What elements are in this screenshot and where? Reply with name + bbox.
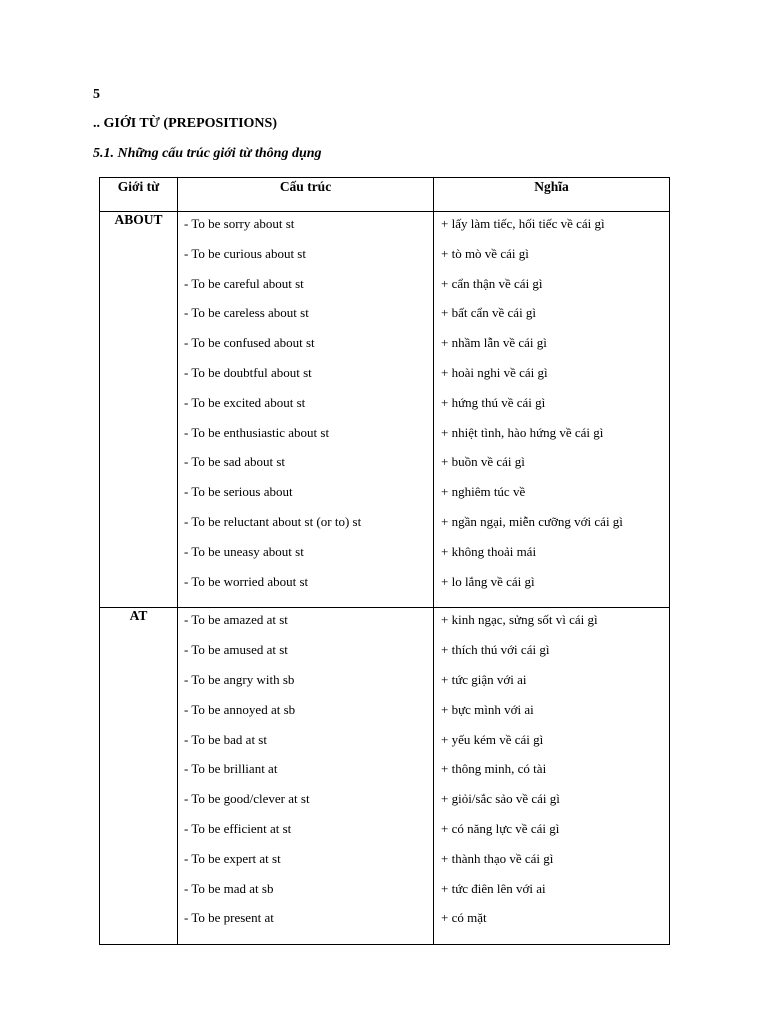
structure-entry: - To be brilliant at <box>184 761 278 777</box>
structure-entry: - To be curious about st <box>184 245 306 261</box>
meaning-entry: + nhiệt tình, hào hứng về cái gì <box>441 424 604 440</box>
meaning-cell <box>434 212 670 608</box>
structure-entry: - To be bad at st <box>184 731 267 747</box>
meaning-entry: + thích thú với cái gì <box>441 642 550 658</box>
structure-entry: - To be sad about st <box>184 454 286 470</box>
structure-entry: - To be uneasy about st <box>184 543 304 559</box>
meaning-entry: + không thoải mái <box>441 543 537 559</box>
structure-entry: - To be amazed at st <box>184 612 288 628</box>
meaning-entry: + buồn về cái gì <box>441 454 525 470</box>
meaning-cell <box>434 608 670 945</box>
meaning-entry: + có mặt <box>441 910 487 926</box>
structure-entry: - To be sorry about st <box>184 216 295 231</box>
meaning-entry: + lấy làm tiếc, hối tiếc về cái gì <box>441 216 605 231</box>
meaning-entry: + lo lắng về cái gì <box>441 573 535 589</box>
meaning-entry: + hoài nghi về cái gì <box>441 364 548 380</box>
structure-entry: - To be expert at st <box>184 850 281 866</box>
table-row <box>100 212 670 608</box>
meaning-entry: + tò mò về cái gì <box>441 245 529 261</box>
meaning-entry: + nghiêm túc về <box>441 484 526 500</box>
table-body <box>100 212 670 945</box>
meaning-entry: + cẩn thận về cái gì <box>441 275 543 291</box>
structure-entry: - To be reluctant about st (or to) st <box>184 513 362 529</box>
structure-entry: - To be excited about st <box>184 394 306 410</box>
table-header-row <box>100 178 670 212</box>
meaning-entry: + tức giận với ai <box>441 671 527 687</box>
structure-entry: - To be careless about st <box>184 305 309 321</box>
meaning-entry: + hứng thú về cái gì <box>441 394 546 410</box>
structure-entry: - To be serious about <box>184 484 293 500</box>
meaning-entry: + giỏi/sắc sảo về cái gì <box>441 791 560 807</box>
structure-entry: - To be worried about st <box>184 573 309 589</box>
meaning-entry: + yếu kém về cái gì <box>441 731 544 747</box>
table-row <box>100 608 670 945</box>
structure-entry: - To be careful about st <box>184 275 304 291</box>
meaning-entry: + bực mình với ai <box>441 701 534 717</box>
structure-entry: - To be efficient at st <box>184 820 292 836</box>
preposition-cell: ABOUT <box>100 212 178 608</box>
structure-cell <box>178 608 434 945</box>
structure-entry: - To be present at <box>184 910 274 926</box>
structure-entry: - To be good/clever at st <box>184 791 310 807</box>
structure-entry: - To be enthusiastic about st <box>184 424 330 440</box>
page-number: 5 <box>93 87 100 102</box>
header-structure: Cấu trúc <box>178 178 434 212</box>
structure-entry: - To be annoyed at sb <box>184 701 296 717</box>
structure-entry: - To be amused at st <box>184 642 288 658</box>
structure-entry: - To be angry with sb <box>184 671 295 687</box>
structure-entry: - To be doubtful about st <box>184 364 312 380</box>
header-preposition: Giới từ <box>100 178 178 212</box>
prepositions-table <box>99 177 670 945</box>
header-meaning: Nghĩa <box>434 178 670 212</box>
meaning-entry: + thông minh, có tài <box>441 761 547 777</box>
meaning-entry: + bất cẩn về cái gì <box>441 305 537 321</box>
meaning-entry: + kinh ngạc, sửng sốt vì cái gì <box>441 612 598 628</box>
meaning-entry: + thành thạo về cái gì <box>441 850 554 866</box>
structure-entry: - To be mad at sb <box>184 880 274 896</box>
structure-cell <box>178 212 434 608</box>
section-title: .. GIỚI TỪ (PREPOSITIONS) <box>93 116 277 131</box>
subsection-title: 5.1. Những cấu trúc giới từ thông dụng <box>93 146 322 161</box>
meaning-entry: + có năng lực về cái gì <box>441 820 560 836</box>
meaning-entry: + tức điên lên với ai <box>441 880 546 896</box>
structure-entry: - To be confused about st <box>184 335 315 351</box>
preposition-cell: AT <box>100 608 178 945</box>
meaning-entry: + nhầm lẫn về cái gì <box>441 335 547 351</box>
meaning-entry: + ngần ngại, miễn cưỡng với cái gì <box>441 513 623 529</box>
